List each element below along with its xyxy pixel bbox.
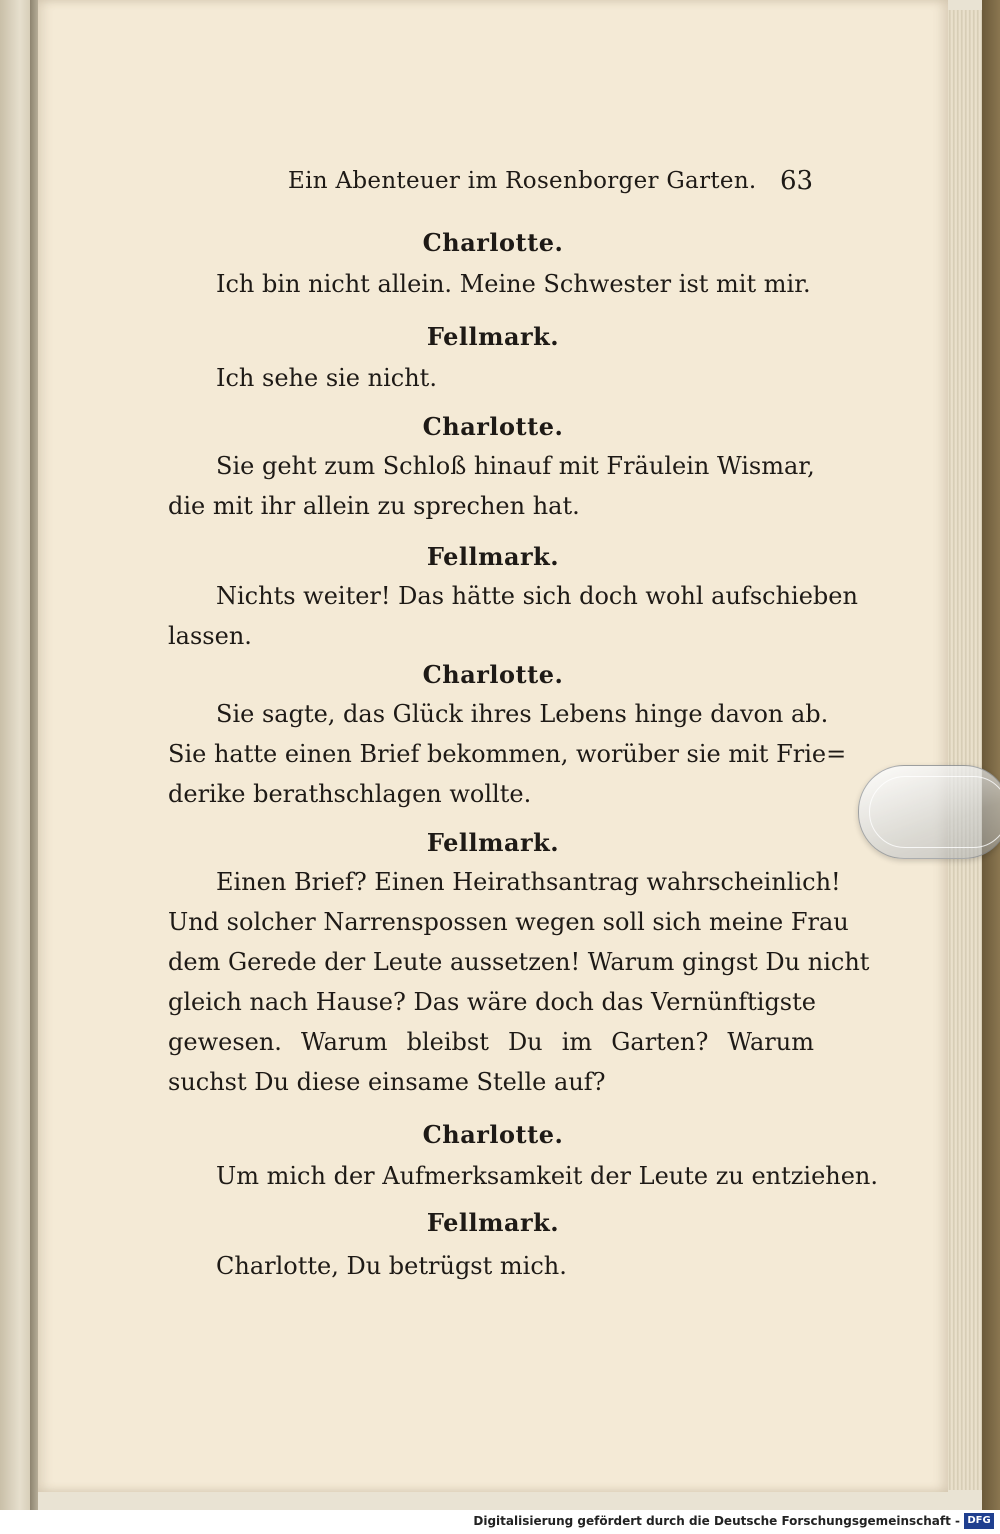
speaker-name: Charlotte. (422, 660, 564, 689)
text-line: Sie sagte, das Glück ihres Lebens hinge davon ab. (216, 700, 829, 728)
dfg-logo: DFG (964, 1513, 994, 1529)
text-line: Ich bin nicht allein. Meine Schwester ist mit mir. (216, 270, 811, 298)
book-gutter (30, 0, 38, 1510)
text-line: Um mich der Aufmerksamkeit der Leute zu entziehen. (216, 1162, 879, 1190)
speaker-name: Fellmark. (426, 322, 560, 351)
text-line: dem Gerede der Leute aussetzen! Warum gingst Du nicht (168, 948, 870, 976)
text-line: Ich sehe sie nicht. (216, 364, 437, 392)
text-line: Nichts weiter! Das hätte sich doch wohl aufschieben (216, 582, 858, 610)
text-line: suchst Du diese einsame Stelle auf? (168, 1068, 606, 1096)
running-title: Ein Abenteuer im Rosenborger Garten. (288, 168, 757, 194)
text-line: Sie geht zum Schloß hinauf mit Fräulein Wismar, (216, 452, 815, 480)
text-line: Charlotte, Du betrügst mich. (216, 1252, 567, 1280)
text-line: Einen Brief? Einen Heirathsantrag wahrscheinlich! (216, 868, 841, 896)
book-cover-edge (982, 0, 1000, 1510)
speaker-name: Fellmark. (426, 1208, 560, 1237)
glass-page-clip (858, 765, 1000, 859)
text-line: gewesen. Warum bleibst Du im Garten? Warum (168, 1028, 814, 1056)
speaker-name: Charlotte. (422, 1120, 564, 1149)
text-line: gleich nach Hause? Das wäre doch das Vernünftigste (168, 988, 816, 1016)
speaker-name: Fellmark. (426, 828, 560, 857)
speaker-name: Charlotte. (422, 228, 564, 257)
text-line: Und solcher Narrenspossen wegen soll sich meine Frau (168, 908, 849, 936)
text-line: Sie hatte einen Brief bekommen, worüber sie mit Frie= (168, 740, 847, 768)
text-line: derike berathschlagen wollte. (168, 780, 532, 808)
text-line: lassen. (168, 622, 252, 650)
speaker-name: Charlotte. (422, 412, 564, 441)
page-number: 63 (780, 166, 814, 196)
funding-credit: Digitalisierung gefördert durch die Deutsche Forschungsgemeinschaft - (473, 1514, 960, 1528)
book-page (38, 0, 948, 1492)
page-stack-edges (946, 10, 986, 1490)
text-line: die mit ihr allein zu sprechen hat. (168, 492, 580, 520)
speaker-name: Fellmark. (426, 542, 560, 571)
